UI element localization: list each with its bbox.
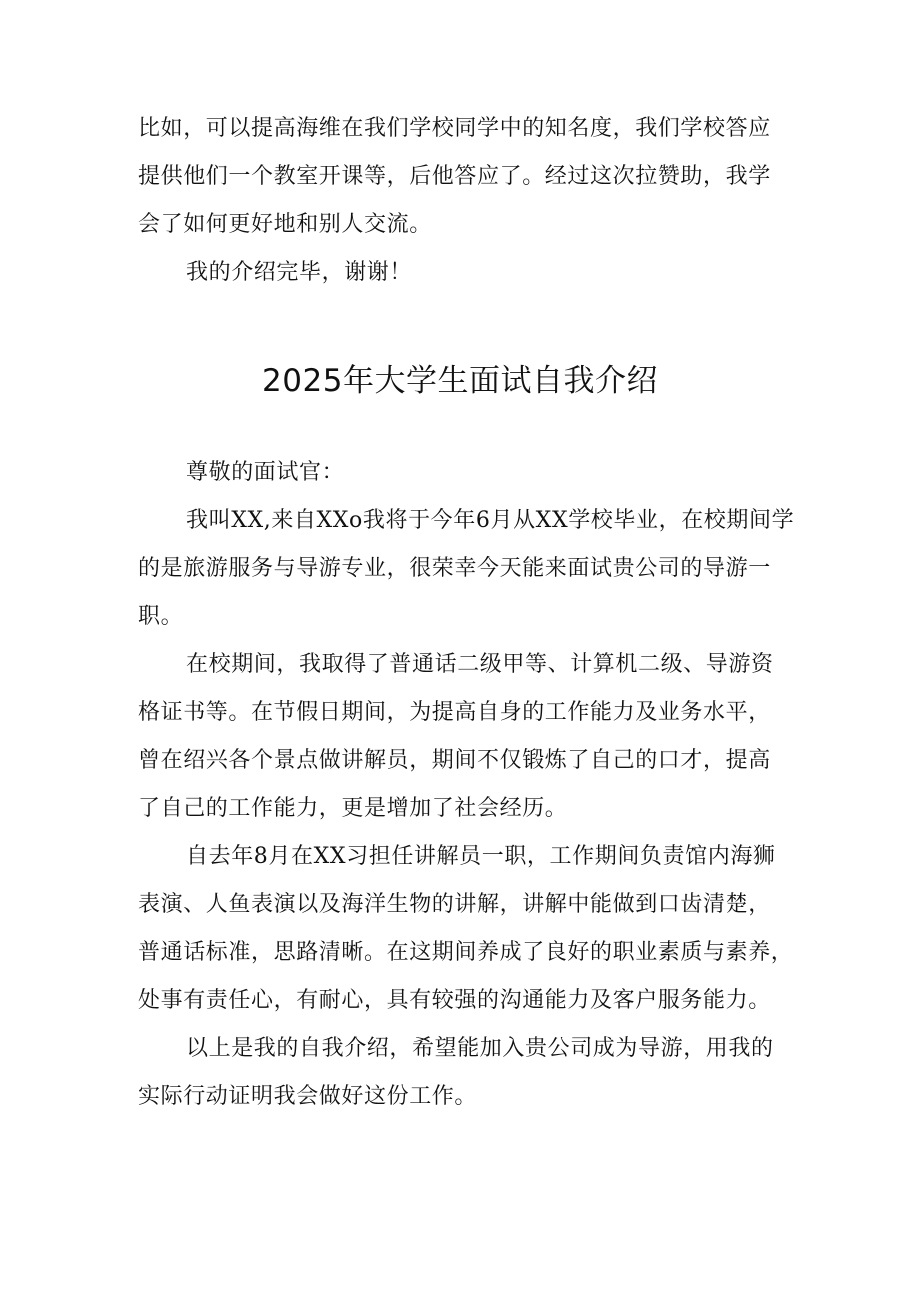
- closing-line: 我的介绍完毕，谢谢！: [186, 260, 413, 285]
- paragraph-line: 提供他们一个教室开课等，后他答应了。经过这次拉赞助，我学: [138, 164, 771, 189]
- paragraph-line: 曾在绍兴各个景点做讲解员，期间不仅锻炼了自己的口才，提高: [138, 748, 771, 773]
- continuation-section: [138, 105, 800, 297]
- paragraph-line: 会了如何更好地和别人交流。: [138, 212, 432, 237]
- document-body: [138, 449, 800, 1121]
- paragraph-line: 格证书等。在节假日期间，为提高自身的工作能力及业务水平，: [138, 700, 771, 725]
- document-title: 2025年大学生面试自我介绍: [262, 363, 658, 399]
- paragraph-line: 的是旅游服务与导游专业，很荣幸今天能来面试贵公司的导游一: [138, 556, 771, 581]
- paragraph-line: 自去年8月在XX习担任讲解员一职，工作期间负责馆内海狮: [186, 844, 776, 869]
- paragraph-line: 实际行动证明我会做好这份工作。: [138, 1084, 478, 1109]
- paragraph-line: 比如，可以提高海维在我们学校同学中的知名度，我们学校答应: [138, 116, 771, 141]
- paragraph-line: 我叫XX,来自XXo我将于今年6月从XX学校毕业，在校期间学: [186, 508, 795, 533]
- paragraph-line: 了自己的工作能力，更是增加了社会经历。: [138, 796, 568, 821]
- paragraph-line: 在校期间，我取得了普通话二级甲等、计算机二级、导游资: [186, 652, 774, 677]
- paragraph-line: 普通话标准，思路清晰。在这期间养成了良好的职业素质与素养，: [138, 940, 794, 965]
- paragraph-line: 以上是我的自我介绍，希望能加入贵公司成为导游，用我的: [186, 1036, 774, 1061]
- paragraph-line: 处事有责任心，有耐心，具有较强的沟通能力及客户服务能力。: [138, 988, 771, 1013]
- paragraph-line: 表演、人鱼表演以及海洋生物的讲解，讲解中能做到口齿清楚，: [138, 892, 771, 917]
- salutation: 尊敬的面试官：: [186, 460, 345, 485]
- paragraph-line: 职。: [138, 604, 184, 629]
